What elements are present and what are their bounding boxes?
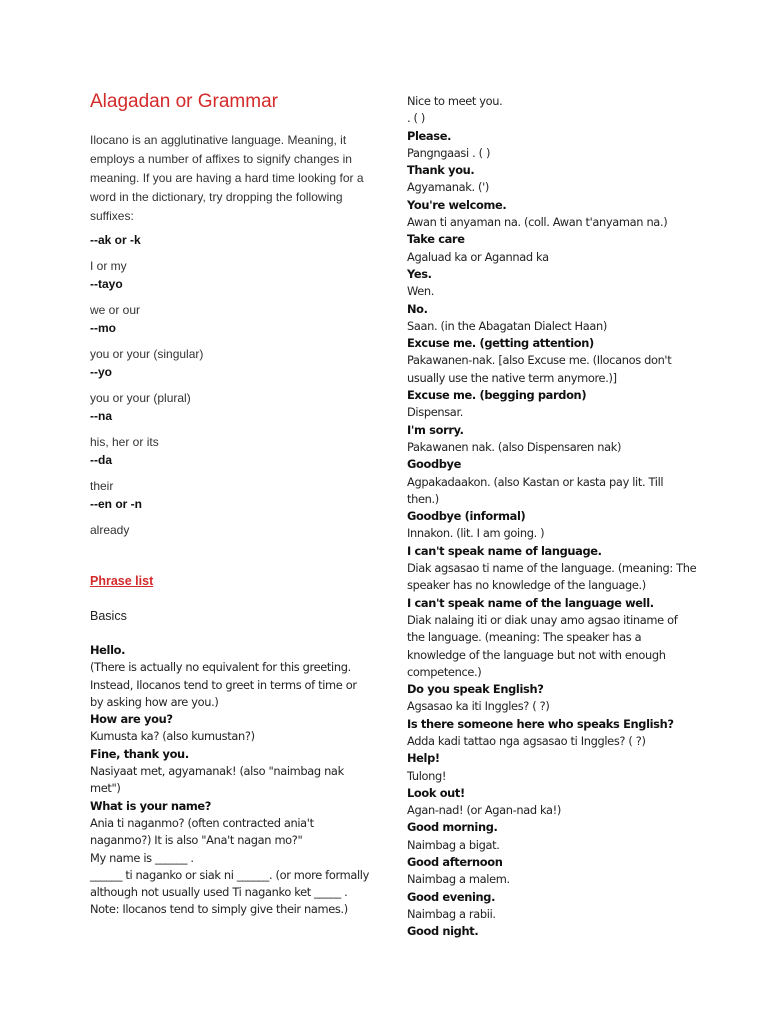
suffix-item bbox=[90, 407, 372, 451]
suffix-meaning: already bbox=[90, 523, 130, 537]
suffix-item bbox=[90, 231, 372, 275]
phrase-ilocano: Dispensar. bbox=[407, 405, 463, 420]
phrase-english: Thank you. bbox=[407, 163, 475, 178]
basics-heading: Basics bbox=[90, 609, 127, 623]
phrase-ilocano: Tulong! bbox=[407, 768, 447, 783]
suffix-meaning: we or our bbox=[90, 303, 141, 317]
suffix-item bbox=[90, 451, 372, 495]
phrase-item bbox=[90, 798, 372, 850]
phrase-english: Yes. bbox=[407, 266, 432, 281]
phrase-item bbox=[407, 231, 697, 266]
phrase-item bbox=[407, 456, 697, 508]
phrase-item bbox=[407, 335, 697, 387]
phrase-item bbox=[407, 266, 697, 301]
phrase-english: I can't speak name of language. bbox=[407, 543, 602, 558]
phrase-english: Excuse me. (getting attention) bbox=[407, 336, 594, 351]
phrase-english: I'm sorry. bbox=[407, 422, 464, 437]
phrase-item bbox=[407, 595, 697, 681]
phrase-ilocano: Nasiyaat met, agyamanak! (also "naimbag nak met") bbox=[90, 764, 344, 796]
phrase-ilocano: Innakon. (lit. I am going. ) bbox=[407, 526, 545, 541]
phrase-english: Please. bbox=[407, 128, 452, 143]
phrase-english: You're welcome. bbox=[407, 197, 507, 212]
phrase-item bbox=[407, 162, 697, 197]
left-column bbox=[90, 90, 372, 919]
suffix-term: --na bbox=[90, 409, 112, 423]
phrase-english: Excuse me. (begging pardon) bbox=[407, 388, 587, 403]
phrase-ilocano: Naimbag a malem. bbox=[407, 872, 510, 887]
suffix-meaning: you or your (singular) bbox=[90, 347, 204, 361]
phrase-english: Good afternoon bbox=[407, 855, 503, 870]
suffix-term: --tayo bbox=[90, 277, 123, 291]
phrase-item bbox=[407, 93, 697, 110]
phrase-ilocano: Saan. (in the Abagatan Dialect Haan) bbox=[407, 318, 607, 333]
phrase-ilocano: Ania ti naganmo? (often contracted ania't naganmo?) It is also "Ana't nagan mo?" bbox=[90, 815, 314, 848]
phrase-ilocano: Naimbag a rabii. bbox=[407, 906, 496, 921]
phrase-english: How are you? bbox=[90, 712, 173, 727]
phrase-item bbox=[407, 889, 697, 924]
phrase-english: Take care bbox=[407, 232, 465, 247]
phrase-ilocano: Wen. bbox=[407, 284, 435, 299]
phrase-english: Fine, thank you. bbox=[90, 746, 189, 761]
right-column bbox=[407, 93, 697, 941]
phrase-english: Goodbye bbox=[407, 457, 462, 472]
phrase-english: Is there someone here who speaks English? bbox=[407, 716, 674, 731]
phrase-item bbox=[407, 422, 697, 457]
phrase-ilocano: Adda kadi tattao nga agsasao ti Inggles? ( ?) bbox=[407, 733, 646, 748]
suffix-item bbox=[90, 363, 372, 407]
phrase-english: Help! bbox=[407, 751, 440, 766]
phrase-english: Goodbye (informal) bbox=[407, 509, 526, 524]
phrase-english: Look out! bbox=[407, 785, 465, 800]
phrase-ilocano: Diak agsasao ti name of the language. (meaning: The speaker has no knowledge of the language.) bbox=[407, 561, 697, 593]
phrase-item bbox=[407, 750, 697, 785]
phrase-ilocano: Agaluad ka or Agannad ka bbox=[407, 249, 549, 264]
phrase-ilocano: Pakawanen-nak. [also Excuse me. (Ilocanos don't usually use the native term anymore.)] bbox=[407, 353, 672, 385]
phrase-list-right bbox=[407, 93, 697, 941]
phrase-ilocano: Naimbag a bigat. bbox=[407, 837, 500, 852]
phrase-ilocano: . ( ) bbox=[407, 111, 426, 126]
page-title: Alagadan or Grammar bbox=[90, 91, 278, 112]
phrase-ilocano: Pakawanen nak. (also Dispensaren nak) bbox=[407, 439, 622, 454]
phrase-item bbox=[407, 301, 697, 336]
suffix-term: --yo bbox=[90, 365, 112, 379]
suffix-term: --en or -n bbox=[90, 497, 142, 511]
phrase-item bbox=[407, 508, 697, 543]
phrase-ilocano: Agan-nad! (or Agan-nad ka!) bbox=[407, 803, 561, 818]
suffix-term: --mo bbox=[90, 321, 116, 335]
phrase-ilocano: Nice to meet you. bbox=[407, 94, 503, 108]
suffix-meaning: you or your (plural) bbox=[90, 391, 191, 405]
phrase-ilocano: My name is ______ . bbox=[90, 850, 194, 865]
suffix-item bbox=[90, 275, 372, 319]
phrase-item bbox=[90, 642, 372, 711]
phrase-item bbox=[407, 110, 697, 127]
phrase-ilocano: Agpakadaakon. (also Kastan or kasta pay lit. Till then.) bbox=[407, 474, 664, 506]
phrase-english: What is your name? bbox=[90, 798, 212, 813]
phrase-ilocano: Kumusta ka? (also kumustan?) bbox=[90, 729, 255, 744]
phrase-item bbox=[407, 128, 697, 163]
suffix-term: --ak or -k bbox=[90, 233, 141, 247]
phrase-ilocano: Diak nalaing iti or diak unay amo agsao itiname of the language. (meaning: The speaker has a knowledge of the language but not with enough competence.) bbox=[407, 612, 678, 679]
suffix-item bbox=[90, 495, 372, 539]
phrase-item bbox=[90, 850, 372, 867]
phrase-item bbox=[407, 923, 697, 940]
phrase-list-link[interactable]: Phrase list bbox=[90, 574, 154, 588]
phrase-item bbox=[407, 785, 697, 820]
phrase-english: I can't speak name of the language well. bbox=[407, 595, 654, 610]
suffix-meaning: I or my bbox=[90, 259, 127, 273]
suffix-term: --da bbox=[90, 453, 112, 467]
phrase-ilocano: Awan ti anyaman na. (coll. Awan t'anyaman na.) bbox=[407, 215, 668, 230]
phrase-item bbox=[407, 854, 697, 889]
phrase-item bbox=[407, 387, 697, 422]
phrase-item bbox=[407, 681, 697, 716]
phrase-ilocano: Agyamanak. (') bbox=[407, 180, 489, 195]
phrase-item bbox=[90, 746, 372, 798]
phrase-item bbox=[407, 819, 697, 854]
phrase-english: Good morning. bbox=[407, 820, 498, 835]
phrase-item bbox=[407, 197, 697, 232]
phrase-item bbox=[90, 867, 372, 919]
phrase-item bbox=[90, 711, 372, 746]
suffix-list bbox=[90, 231, 372, 539]
phrase-item bbox=[407, 543, 697, 595]
intro-paragraph: Ilocano is an agglutinative language. Meaning, it employs a number of affixes to signify changes in meaning. If you are having a hard time looking for a word in the dictionary, try dropping the following suffixes: bbox=[90, 133, 364, 223]
phrase-ilocano: ______ ti naganko or siak ni ______. (or more formally although not usually used Ti naganko ket _____ . Note: Ilocanos tend to simply give their names.) bbox=[90, 867, 369, 917]
phrase-item bbox=[407, 716, 697, 751]
phrase-english: Hello. bbox=[90, 643, 126, 657]
phrase-list-left bbox=[90, 642, 372, 919]
suffix-item bbox=[90, 319, 372, 363]
phrase-english: Do you speak English? bbox=[407, 682, 544, 697]
phrase-ilocano: Pangngaasi . ( ) bbox=[407, 145, 491, 160]
phrase-ilocano: Agsasao ka iti Inggles? ( ?) bbox=[407, 699, 550, 714]
phrase-ilocano: (There is actually no equivalent for this greeting. Instead, Ilocanos tend to greet in terms of time or by asking how are you.) bbox=[90, 660, 357, 709]
phrase-english: Good night. bbox=[407, 924, 479, 939]
suffix-meaning: their bbox=[90, 479, 114, 493]
phrase-english: Good evening. bbox=[407, 889, 496, 904]
suffix-meaning: his, her or its bbox=[90, 435, 159, 449]
phrase-english: No. bbox=[407, 301, 428, 316]
